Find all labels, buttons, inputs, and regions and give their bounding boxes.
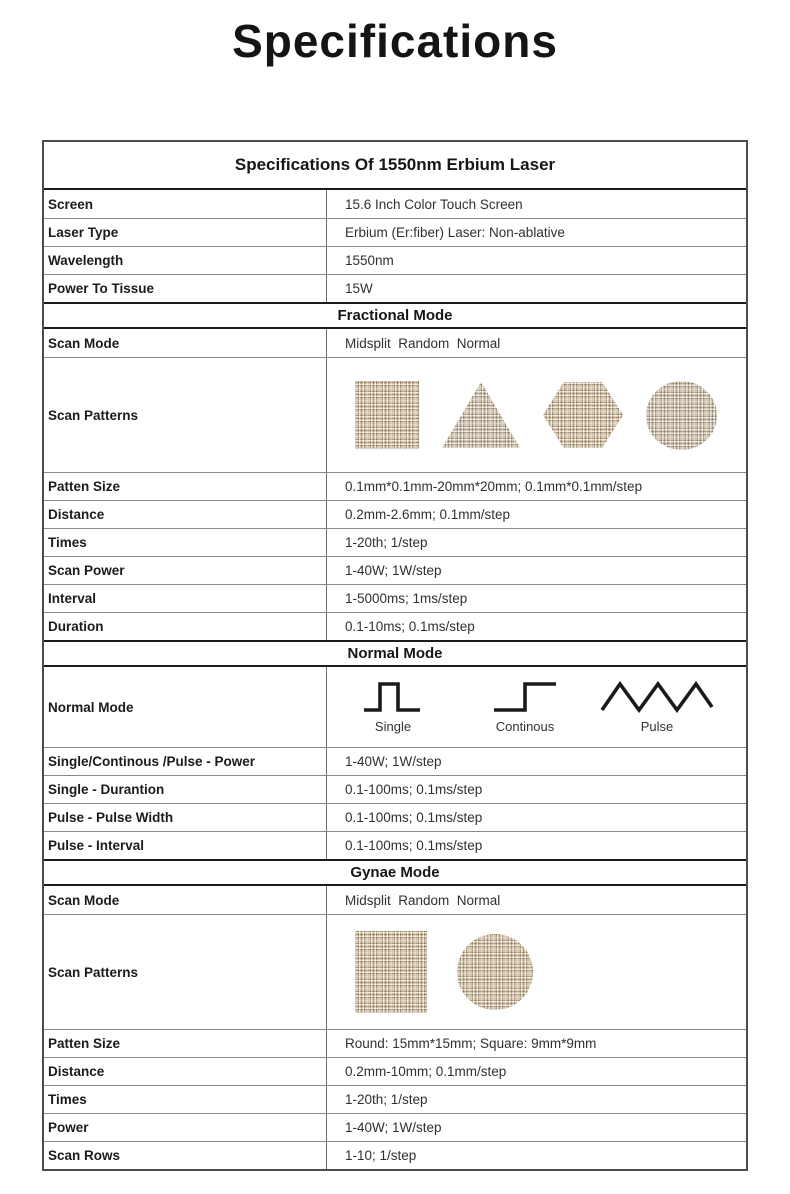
scan-pattern-hexagon-icon <box>543 382 623 448</box>
pulse-train-waveform-icon <box>600 681 714 713</box>
specifications-table <box>42 140 748 1171</box>
section-header-fractional-mode: Fractional Mode <box>44 302 746 329</box>
table-row <box>44 500 746 528</box>
row-label: Distance <box>44 501 327 528</box>
table-row <box>44 1029 746 1057</box>
row-value: Round: 15mm*15mm; Square: 9mm*9mm <box>345 1036 597 1051</box>
row-label: Patten Size <box>44 473 327 500</box>
row-label: Scan Patterns <box>44 915 327 1029</box>
row-label: Pulse - Pulse Width <box>44 804 327 831</box>
row-label: Interval <box>44 585 327 612</box>
row-label: Laser Type <box>44 219 327 246</box>
row-label: Single/Continous /Pulse - Power <box>44 748 327 775</box>
table-row-waveforms <box>44 667 746 747</box>
row-value: Erbium (Er:fiber) Laser: Non-ablative <box>345 225 565 240</box>
row-label: Times <box>44 529 327 556</box>
table-row <box>44 274 746 302</box>
row-value: 1-40W; 1W/step <box>345 563 442 578</box>
row-value: 1-10; 1/step <box>345 1148 417 1163</box>
table-row <box>44 886 746 914</box>
table-title: Specifications Of 1550nm Erbium Laser <box>44 142 746 190</box>
row-label: Scan Power <box>44 557 327 584</box>
row-value: 0.1-10ms; 0.1ms/step <box>345 619 475 634</box>
single-pulse-waveform-icon <box>362 681 424 713</box>
table-row <box>44 528 746 556</box>
row-value: 1-5000ms; 1ms/step <box>345 591 468 606</box>
row-label: Normal Mode <box>44 667 327 747</box>
waveform-label: Single <box>374 718 412 734</box>
row-label: Power To Tissue <box>44 275 327 302</box>
table-row-scan-patterns <box>44 914 746 1029</box>
waveform-pulse <box>591 681 723 734</box>
table-row <box>44 218 746 246</box>
row-value: 0.1-100ms; 0.1ms/step <box>345 782 483 797</box>
row-label: Times <box>44 1086 327 1113</box>
row-value: Midsplit Random Normal <box>345 335 501 351</box>
row-label: Scan Patterns <box>44 358 327 472</box>
waveform-continous <box>459 681 591 734</box>
row-value: 0.2mm-10mm; 0.1mm/step <box>345 1064 507 1079</box>
table-row <box>44 775 746 803</box>
row-value: 1-20th; 1/step <box>345 535 428 550</box>
table-row <box>44 246 746 274</box>
row-value: 1-20th; 1/step <box>345 1092 428 1107</box>
table-row <box>44 556 746 584</box>
table-row <box>44 1057 746 1085</box>
row-label: Scan Rows <box>44 1142 327 1169</box>
table-row <box>44 329 746 357</box>
row-value: Midsplit Random Normal <box>345 892 501 908</box>
section-header-gynae-mode: Gynae Mode <box>44 859 746 886</box>
row-value: 15W <box>345 281 373 296</box>
waveform-single <box>327 681 459 734</box>
table-row <box>44 1113 746 1141</box>
page-title: Specifications <box>232 15 558 67</box>
row-label: Wavelength <box>44 247 327 274</box>
continuous-waveform-icon <box>492 681 558 713</box>
row-value: 0.1-100ms; 0.1ms/step <box>345 810 483 825</box>
table-row <box>44 747 746 775</box>
row-label: Patten Size <box>44 1030 327 1057</box>
scan-pattern-circle-icon <box>457 934 533 1010</box>
row-value: 1-40W; 1W/step <box>345 754 442 769</box>
table-row-scan-patterns <box>44 357 746 472</box>
scan-patterns-cell <box>327 358 746 472</box>
table-row <box>44 612 746 640</box>
row-label: Scan Mode <box>44 329 327 357</box>
row-value: 0.1mm*0.1mm-20mm*20mm; 0.1mm*0.1mm/step <box>345 479 643 494</box>
table-row <box>44 190 746 218</box>
row-label: Single - Durantion <box>44 776 327 803</box>
table-row <box>44 1085 746 1113</box>
row-label: Pulse - Interval <box>44 832 327 859</box>
row-label: Distance <box>44 1058 327 1085</box>
row-value: 0.2mm-2.6mm; 0.1mm/step <box>345 507 511 522</box>
scan-pattern-triangle-icon <box>442 382 520 448</box>
waveforms-cell <box>327 667 746 747</box>
row-value: 0.1-100ms; 0.1ms/step <box>345 838 483 853</box>
row-label: Power <box>44 1114 327 1141</box>
table-row <box>44 1141 746 1169</box>
table-row <box>44 803 746 831</box>
table-row <box>44 472 746 500</box>
section-header-normal-mode: Normal Mode <box>44 640 746 667</box>
waveform-label: Continous <box>495 718 555 734</box>
table-row <box>44 831 746 859</box>
scan-pattern-circle-icon <box>646 381 717 450</box>
table-row <box>44 584 746 612</box>
scan-pattern-square-icon <box>355 931 427 1013</box>
row-label: Screen <box>44 190 327 218</box>
row-label: Duration <box>44 613 327 640</box>
scan-patterns-cell <box>327 915 746 1029</box>
waveform-label: Pulse <box>640 718 674 734</box>
row-value: 1-40W; 1W/step <box>345 1120 442 1135</box>
scan-pattern-square-icon <box>355 381 419 449</box>
row-value: 15.6 Inch Color Touch Screen <box>345 196 523 212</box>
row-label: Scan Mode <box>44 886 327 914</box>
row-value: 1550nm <box>345 253 394 268</box>
